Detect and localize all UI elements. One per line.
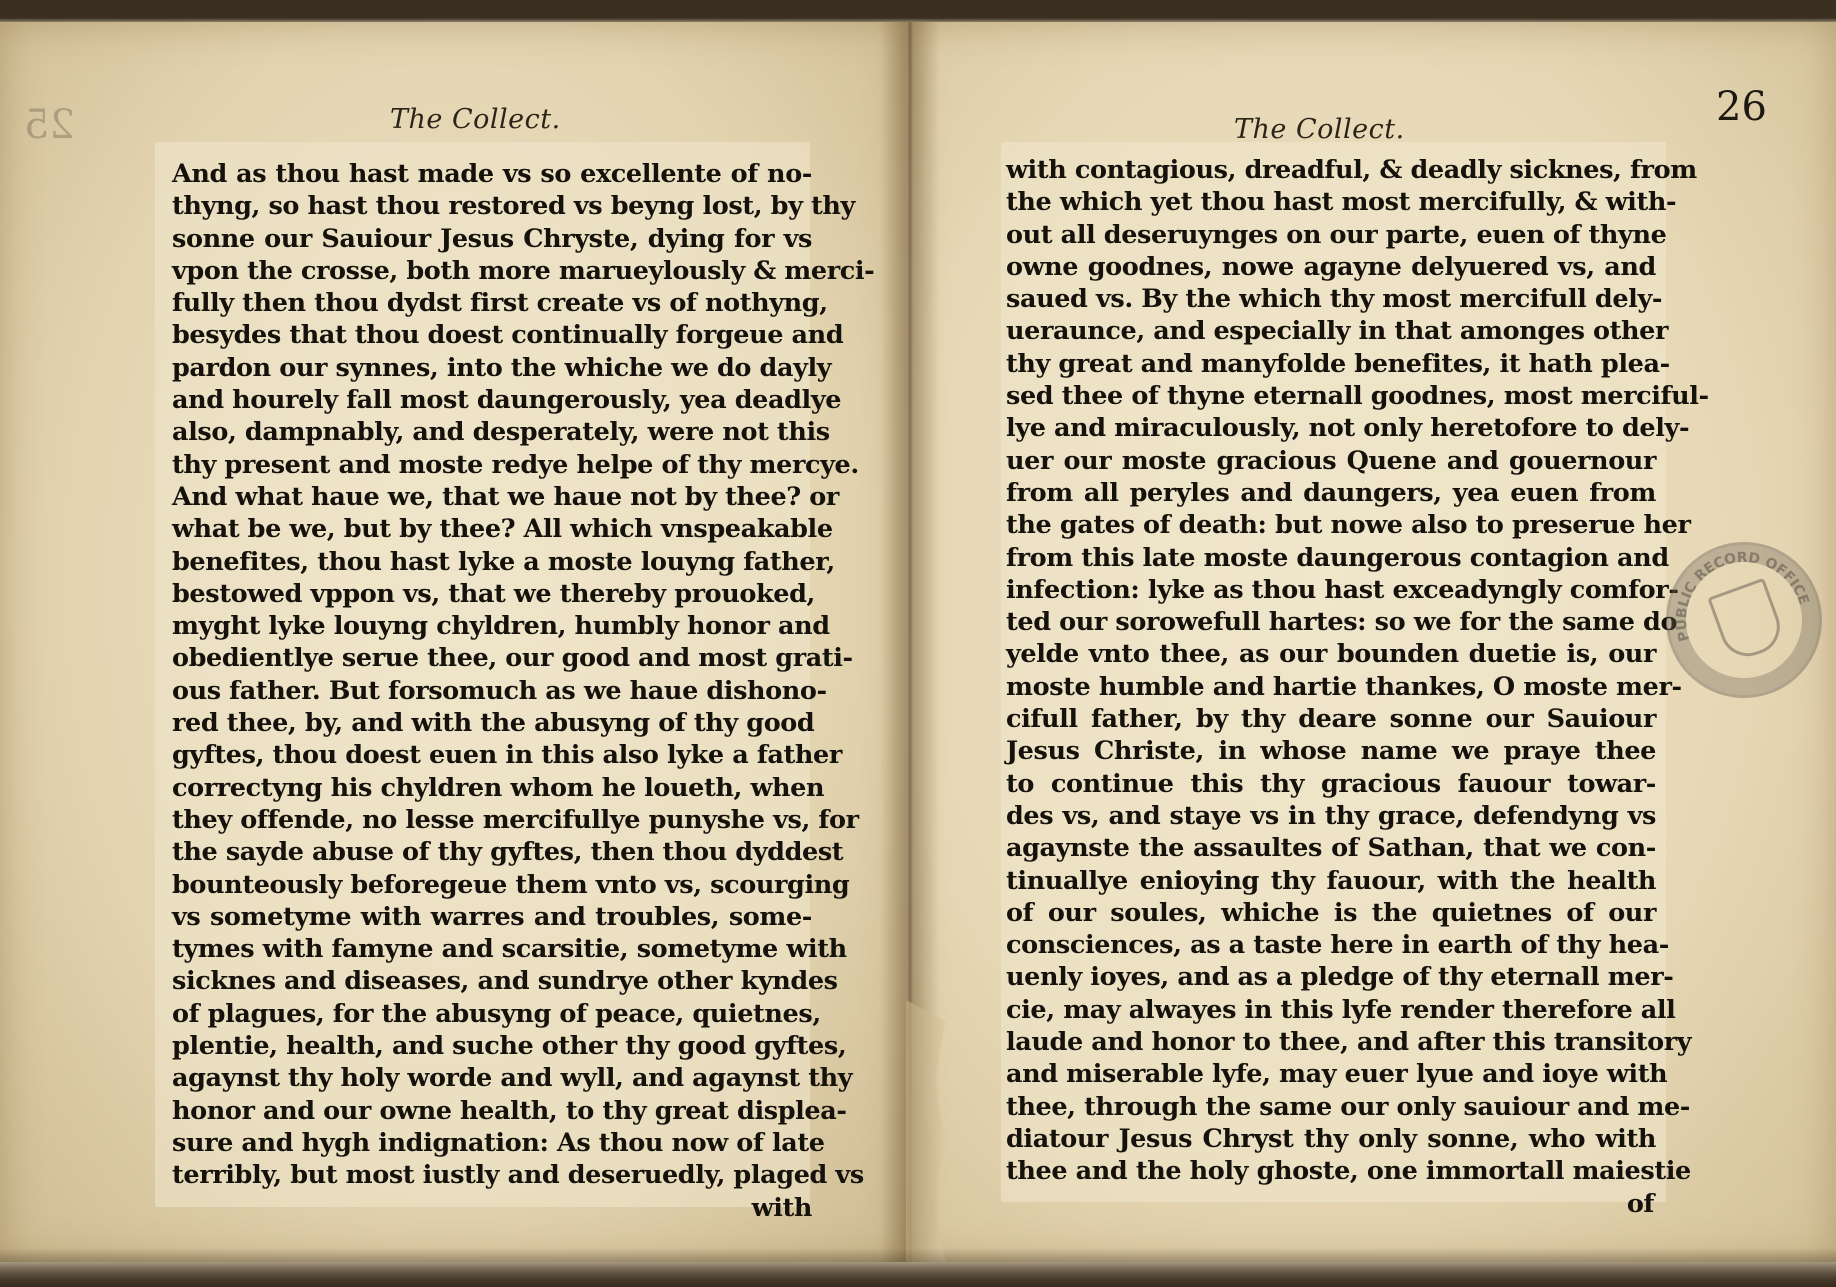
left-page-line: vpon the crosse, both more marueylously & merci- xyxy=(172,255,875,286)
right-page-line: of our soules, whiche is the quietnes of our xyxy=(1006,897,1656,928)
right-page-line: ueraunce, and especially in that amonges other xyxy=(1006,316,1669,347)
left-running-head: The Collect. xyxy=(390,104,561,135)
left-page-line: myght lyke louyng chyldren, humbly honor and xyxy=(172,611,830,642)
left-page-line: besydes that thou doest continually forgeue and xyxy=(172,320,844,351)
left-page-line: And as thou hast made vs so excellente of no- xyxy=(172,159,812,189)
left-page-line: thy present and moste redye helpe of thy mercye. xyxy=(172,449,859,480)
left-page-line: gyftes, thou doest euen in this also lyke a father xyxy=(172,740,842,771)
right-page-line: lye and miraculously, not only heretofore to dely- xyxy=(1006,413,1690,444)
right-page xyxy=(906,22,1836,1262)
right-page-line: cie, may alwayes in this lyfe render therefore all xyxy=(1006,994,1676,1025)
right-page-line: uer our moste gracious Quene and gouernour xyxy=(1006,445,1656,476)
right-page-line: moste humble and hartie thankes, O moste mer- xyxy=(1006,671,1682,702)
left-page-line: And what haue we, that we haue not by thee? or xyxy=(172,481,839,512)
left-page-line: plentie, health, and suche other thy good gyftes, xyxy=(172,1031,847,1062)
right-page-line: the gates of death: but nowe also to preserue her xyxy=(1006,510,1691,541)
left-page-line: obedientlye serue thee, our good and most grati- xyxy=(172,643,853,674)
right-page-line: of xyxy=(1626,1188,1654,1219)
right-page-line: sed thee of thyne eternall goodnes, most merciful- xyxy=(1006,381,1709,412)
left-page-line: thyng, so hast thou restored vs beyng lost, by thy xyxy=(172,191,855,222)
left-page-line: bounteously beforegeue them vnto vs, scourging xyxy=(172,869,850,900)
left-page-line: ous father. But forsomuch as we haue dishono- xyxy=(172,675,827,706)
left-page-line: sure and hygh indignation: As thou now of late xyxy=(172,1127,825,1158)
right-page-line: saued vs. By the which thy most mercifull dely- xyxy=(1006,284,1663,315)
left-page-line: of plagues, for the abusyng of peace, quietnes, xyxy=(172,998,821,1029)
right-page-line: cifull father, by thy deare sonne our Sauiour xyxy=(1006,704,1656,735)
left-page-line: also, dampnably, and desperately, were not this xyxy=(172,417,830,448)
right-page-line: infection: lyke as thou hast exceadyngly comfor- xyxy=(1006,574,1679,605)
right-page-line: thee and the holy ghoste, one immortall maiestie xyxy=(1006,1156,1691,1187)
right-page-line: diatour Jesus Chryst thy only sonne, who with xyxy=(1006,1123,1656,1154)
left-page-line: benefites, thou hast lyke a moste louyng father, xyxy=(172,546,835,577)
right-page-line: ted our sorowefull hartes: so we for the same do xyxy=(1006,607,1678,638)
right-page-line: thee, through the same our only sauiour and me- xyxy=(1006,1091,1690,1122)
right-page-line: owne goodnes, nowe agayne delyuered vs, and xyxy=(1006,251,1656,282)
left-page-line: pardon our synnes, into the whiche we do dayly xyxy=(172,352,832,383)
left-page-line: sonne our Sauiour Jesus Chryste, dying for vs xyxy=(172,223,812,254)
right-page-text xyxy=(1006,154,1709,1220)
left-page-line: what be we, but by thee? All which vnspeakable xyxy=(172,514,833,545)
left-page xyxy=(0,22,906,1262)
right-running-head: The Collect. xyxy=(1234,114,1405,145)
right-page-line: consciences, as a taste here in earth of thy hea- xyxy=(1006,930,1669,961)
left-page-line: sicknes and diseases, and sundrye other kyndes xyxy=(172,966,838,997)
right-page-line: and miserable lyfe, may euer lyue and ioye with xyxy=(1006,1059,1668,1090)
ghost-folio-25: 25 xyxy=(24,102,75,148)
right-page-line: thy great and manyfolde benefites, it hath plea- xyxy=(1006,348,1670,379)
right-page-line: Jesus Christe, in whose name we praye thee xyxy=(1006,736,1656,767)
right-page-line: yelde vnto thee, as our bounden duetie is, our xyxy=(1006,639,1656,670)
left-page-text xyxy=(172,158,875,1224)
left-page-line: the sayde abuse of thy gyftes, then thou dyddest xyxy=(172,837,844,868)
left-page-line: with xyxy=(751,1192,812,1223)
right-page-line: from all peryles and daungers, yea euen from xyxy=(1006,477,1656,508)
right-page-line: des vs, and staye vs in thy grace, defendyng vs xyxy=(1006,800,1656,831)
right-page-line: tinuallye enioying thy fauour, with the health xyxy=(1006,865,1656,896)
left-page-line: red thee, by, and with the abusyng of thy good xyxy=(172,708,815,739)
page-number-26: 26 xyxy=(1716,84,1767,130)
right-page-line: uenly ioyes, and as a pledge of thy eternall mer- xyxy=(1006,962,1674,993)
right-page-line: to continue this thy gracious fauour towar- xyxy=(1006,768,1656,799)
right-page-line: the which yet thou hast most mercifully, & with- xyxy=(1006,187,1677,218)
left-page-line: tymes with famyne and scarsitie, sometyme with xyxy=(172,934,847,965)
left-page-line: correctyng his chyldren whom he loueth, when xyxy=(172,772,825,803)
left-page-line: terribly, but most iustly and deseruedly, plaged vs xyxy=(172,1160,864,1191)
left-page-line: they offende, no lesse mercifullye punyshe vs, for xyxy=(172,804,859,835)
right-page-line: from this late moste daungerous contagion and xyxy=(1006,542,1669,573)
left-page-line: honor and our owne health, to thy great displea- xyxy=(172,1095,847,1126)
right-page-line: with contagious, dreadful, & deadly sicknes, from xyxy=(1006,155,1697,185)
svg-text:PUBLIC RECORD OFFICE: PUBLIC RECORD OFFICE xyxy=(1673,549,1812,644)
right-page-line: out all deseruynges on our parte, euen of thyne xyxy=(1006,219,1667,250)
left-page-line: and hourely fall most daungerously, yea deadlye xyxy=(172,385,842,416)
right-page-line: laude and honor to thee, and after this transitory xyxy=(1006,1027,1692,1058)
right-page-line: agaynste the assaultes of Sathan, that we con- xyxy=(1006,833,1656,864)
left-page-line: agaynst thy holy worde and wyll, and agaynst thy xyxy=(172,1063,853,1094)
left-page-line: bestowed vppon vs, that we thereby prouoked, xyxy=(172,578,816,609)
left-page-line: fully then thou dydst first create vs of nothyng, xyxy=(172,288,828,319)
left-page-line: vs sometyme with warres and troubles, some- xyxy=(172,901,812,932)
bottom-edge-shadow xyxy=(0,1248,1836,1287)
